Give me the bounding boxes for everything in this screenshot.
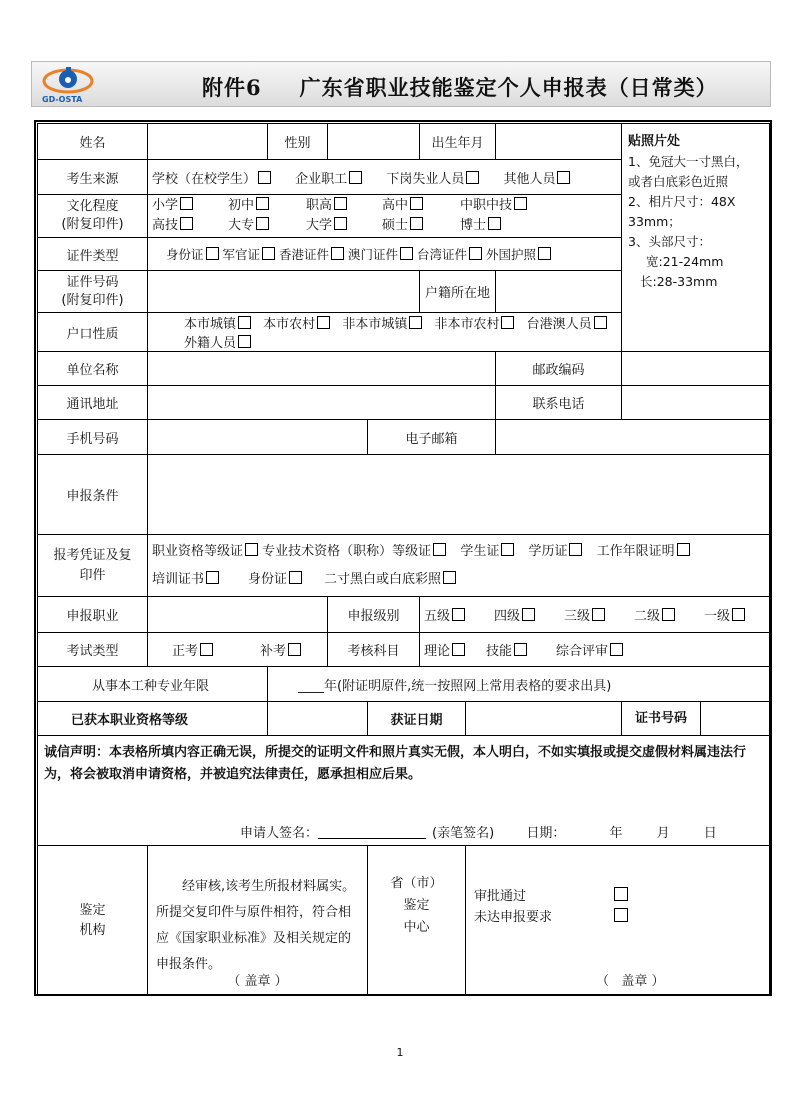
application-form [37,123,770,996]
checkbox[interactable] [662,608,675,621]
id-number-label-line2: (附复印件) [61,292,124,308]
source-label: 考生来源 [38,160,148,195]
id-option-passport: 外国护照 [486,247,537,262]
education-label-line1: 文化程度 [66,199,119,214]
day-label: 日 [703,826,717,841]
occupation-field[interactable] [148,597,328,633]
edu-vocational-high: 职高 [306,198,333,213]
checkbox[interactable] [409,316,422,329]
page-number: 1 [396,1046,404,1059]
photo-area[interactable] [622,124,770,352]
signature-note: (亲笔签名) [432,826,495,841]
source-option-employee: 企业职工 [295,171,348,187]
id-number-field[interactable] [148,271,420,313]
hukou-nonlocal-urban: 非本市城镇 [342,317,408,332]
checkbox[interactable] [466,171,479,184]
center-approval [466,846,770,996]
checkbox[interactable] [334,197,347,210]
cert-number-label: 证书号码 [622,702,701,735]
photo-rule-1b: 或者白底彩色近照 [628,174,729,189]
year-label: 年 [609,826,623,841]
mobile-label: 手机号码 [38,420,148,455]
agency-review [148,846,368,996]
edu-master: 硕士 [382,218,409,233]
email-label: 电子邮箱 [368,420,496,455]
subject-skill: 技能 [486,644,513,659]
hukou-type-options [148,313,622,352]
edu-senior-tech: 高技 [152,218,179,233]
email-field[interactable] [496,420,770,455]
hukou-type-label: 户口性质 [38,313,148,352]
center-seal: （ 盖章 ） [596,974,665,989]
checkbox[interactable] [200,643,213,656]
phone-label: 联系电话 [496,386,622,420]
checkbox[interactable] [452,643,465,656]
center-label [368,846,466,996]
checkbox[interactable] [289,571,302,584]
exam-regular: 正考 [172,644,199,659]
checkbox[interactable] [317,316,330,329]
conditions-field[interactable] [148,455,770,535]
checkbox[interactable] [180,217,193,230]
checkbox[interactable] [677,543,690,556]
exam-type-options [148,633,328,667]
approve-checkbox[interactable] [614,887,628,901]
subject-label: 考核科目 [328,633,420,667]
edu-doctor: 博士 [460,218,487,233]
level-label: 申报级别 [328,597,420,633]
checkbox[interactable] [410,197,423,210]
address-field[interactable] [148,386,496,420]
doc-student-id: 学生证 [460,543,500,559]
level-2: 二级 [634,609,661,624]
level-4: 四级 [494,609,521,624]
logo-text: GD-OSTA [42,95,83,104]
agency-review-text: 经审核,该考生所报材料属实。所提交复印件与原件相符，符合相应《国家职业标准》及相关规定的申报条件。 [156,879,356,972]
reject-checkbox[interactable] [614,908,628,922]
documents-label-line1: 报考凭证及复 [53,547,132,563]
signature-field[interactable] [318,826,426,839]
gender-field[interactable] [328,124,420,160]
checkbox[interactable] [334,217,347,230]
subject-options [420,633,770,667]
name-label: 姓名 [38,124,148,160]
photo-title: 贴照片处 [628,134,681,149]
source-option-other: 其他人员 [503,171,556,187]
hukou-nonlocal-rural: 非本市农村 [434,317,500,332]
checkbox[interactable] [349,171,362,184]
checkbox[interactable] [238,335,251,348]
name-field[interactable] [148,124,268,160]
agency-seal: （ 盖章 ） [227,974,288,989]
center-label-line1: 省（市） [390,875,443,891]
edu-junior: 初中 [228,198,255,213]
photo-rule-3: 3、头部尺寸： [628,234,711,249]
address-label: 通讯地址 [38,386,148,420]
page-title [202,72,718,102]
photo-width: 宽:21-24mm [646,254,724,269]
birth-field[interactable] [496,124,622,160]
checkbox[interactable] [433,543,446,556]
checkbox[interactable] [410,217,423,230]
integrity-declaration: 诚信声明：本表格所填内容正确无误，所提交的证明文件和照片真实无假，本人明白，不如实填报或提交虚假材料属违法行为，将会被取消申请资格，并被追究法律责任，愿承担相应后果。 [44,745,747,782]
checkbox[interactable] [522,608,535,621]
edu-university: 大学 [306,218,333,233]
id-type-label: 证件类型 [38,238,148,271]
documents-label [38,535,148,597]
form-title: 广东省职业技能鉴定个人申报表（日常类） [299,75,718,100]
cert-date-label: 获证日期 [368,702,466,736]
hukou-local-rural: 本市农村 [263,317,316,332]
checkbox[interactable] [245,543,258,556]
doc-qualification-cert: 职业资格等级证 [152,543,244,559]
checkbox[interactable] [400,247,413,260]
checkbox[interactable] [443,571,456,584]
education-options [148,195,622,238]
edu-college: 大专 [228,218,255,233]
photo-rule-2b: 33mm； [628,214,681,229]
hukou-location-label: 户籍所在地 [420,271,496,313]
edu-primary: 小学 [152,198,179,213]
checkbox[interactable] [732,608,745,621]
attachment-label: 附件6 [202,75,262,100]
gd-osta-logo [38,64,98,104]
id-option-macau: 澳门证件 [348,247,399,262]
checkbox[interactable] [514,197,527,210]
subject-theory: 理论 [424,644,451,659]
agency-label-line1: 鉴定 [79,902,106,918]
center-label-line2: 鉴定 [403,897,430,913]
checkbox[interactable] [501,316,514,329]
source-option-unemployed: 下岗失业人员 [386,171,465,187]
postcode-field[interactable] [622,352,770,386]
checkbox[interactable] [262,247,275,260]
reject-label: 未达申报要求 [474,910,553,925]
checkbox[interactable] [331,247,344,260]
mobile-field[interactable] [148,420,368,455]
edu-high: 高中 [382,198,409,213]
checkbox[interactable] [538,247,551,260]
checkbox[interactable] [469,247,482,260]
center-label-line3: 中心 [403,919,430,935]
birth-label: 出生年月 [420,124,496,160]
gender-label: 性别 [268,124,328,160]
id-option-officer: 军官证 [222,247,261,262]
hukou-hk-macau-taiwan: 台港澳人员 [526,317,592,332]
hukou-foreign: 外籍人员 [184,336,237,351]
id-option-idcard: 身份证 [166,247,204,262]
id-option-taiwan: 台湾证件 [417,247,468,262]
obtained-level-field[interactable] [268,702,368,736]
signature-line [240,822,717,841]
checkbox[interactable] [488,217,501,230]
checkbox[interactable] [288,643,301,656]
id-option-hongkong: 香港证件 [279,247,330,262]
form-header [31,61,771,107]
documents-label-line2: 印件 [79,567,106,583]
education-label-line2: (附复印件) [61,217,124,232]
photo-rule-2: 2、相片尺寸：48X [628,194,736,209]
exam-retake: 补考 [260,644,287,659]
agency-label [38,846,148,996]
photo-rule-1: 1、免冠大一寸黑白， [628,154,749,169]
level-options [420,597,770,633]
education-label [38,195,148,238]
phone-field[interactable] [622,386,770,420]
signature-label: 申请人签名： [240,826,319,841]
checkbox[interactable] [238,316,251,329]
exam-type-label: 考试类型 [38,633,148,667]
checkbox[interactable] [592,608,605,621]
checkbox[interactable] [594,316,607,329]
employer-label: 单位名称 [38,352,148,386]
agency-label-line2: 机构 [79,922,106,938]
checkbox[interactable] [557,171,570,184]
source-options [148,160,622,195]
doc-training-cert: 培训证书 [152,571,205,587]
id-type-options [148,238,622,271]
checkbox[interactable] [501,543,514,556]
edu-technical: 中职中技 [460,198,513,213]
conditions-label: 申报条件 [38,455,148,535]
id-number-label-line1: 证件号码 [66,274,119,290]
id-number-label [38,271,148,313]
doc-work-years: 工作年限证明 [596,543,675,559]
hukou-location-field[interactable] [496,271,622,313]
checkbox[interactable] [256,197,269,210]
postcode-label: 邮政编码 [496,352,622,386]
level-1: 一级 [704,609,731,624]
doc-diploma: 学历证 [528,543,568,559]
month-label: 月 [656,826,670,841]
employer-field[interactable] [148,352,496,386]
checkbox[interactable] [256,217,269,230]
cert-date-field[interactable] [466,702,622,736]
occupation-label: 申报职业 [38,597,148,633]
checkbox[interactable] [206,247,219,260]
checkbox[interactable] [452,608,465,621]
level-3: 三级 [564,609,591,624]
years-field[interactable]: ____年(附证明原件,统一按照网上常用表格的要求出具) [268,667,770,702]
approve-label: 审批通过 [474,889,527,904]
doc-id-card: 身份证 [248,571,288,587]
checkbox[interactable] [258,171,271,184]
level-5: 五级 [424,609,451,624]
photo-height: 长:28-33mm [640,274,718,289]
source-option-school: 学校（在校学生） [152,171,257,187]
obtained-level-label: 已获本职业资格等级 [38,702,268,736]
date-label: 日期： [526,826,566,841]
documents-options [148,535,770,597]
doc-professional-title: 专业技术资格（职称）等级证 [262,543,432,559]
checkbox[interactable] [610,643,623,656]
checkbox[interactable] [180,197,193,210]
checkbox[interactable] [514,643,527,656]
cert-number-cell [622,702,770,736]
doc-photo: 二寸黑白或白底彩照 [324,571,442,587]
checkbox[interactable] [206,571,219,584]
subject-comprehensive: 综合评审 [556,644,609,659]
hukou-local-urban: 本市城镇 [184,317,237,332]
years-label: 从事本工种专业年限 [38,667,268,702]
checkbox[interactable] [569,543,582,556]
